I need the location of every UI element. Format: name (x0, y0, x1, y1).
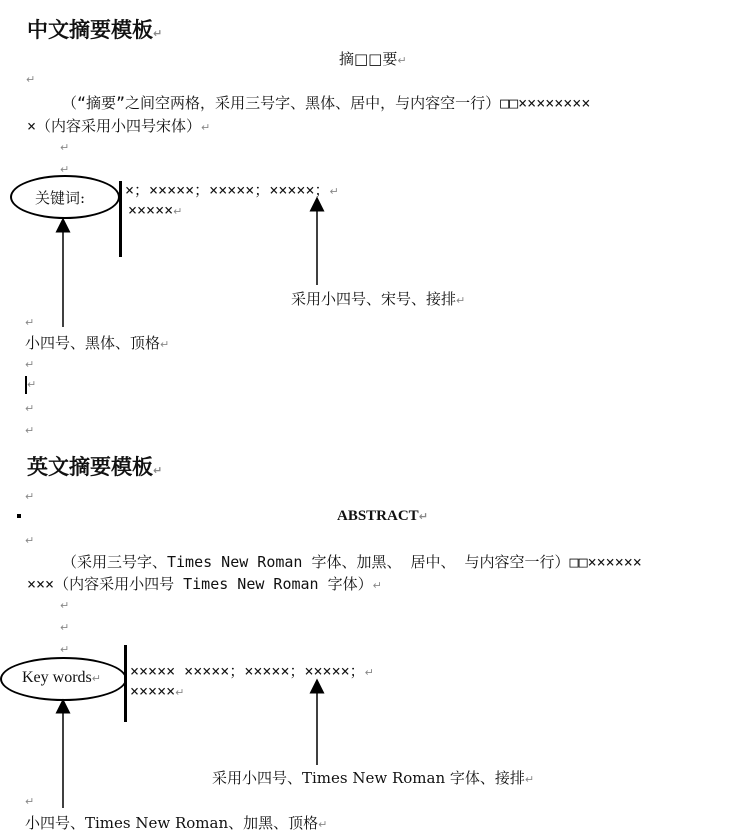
chinese-keywords-line2: ×××××↵ (128, 201, 183, 219)
paragraph-mark: ↵ (25, 490, 35, 503)
paragraph-mark: ↵ (25, 316, 35, 329)
paragraph-mark: ↵ (60, 621, 70, 634)
chinese-keywords-label: 关键词: (35, 189, 86, 207)
chinese-label-annotation: 小四号、黑体、顶格↵ (25, 334, 170, 352)
paragraph-mark: ↵ (25, 534, 35, 547)
paragraph-mark: ↵ (25, 424, 35, 437)
paragraph-mark: ↵ (60, 643, 70, 656)
english-keywords-line2: ×××××↵ (130, 682, 185, 700)
paragraph-mark: ↵ (25, 358, 35, 371)
chinese-instruction-line2: ×（内容采用小四号宋体）↵ (27, 117, 211, 135)
chinese-keywords-line1: ×；×××××；×××××；×××××；↵ (125, 181, 339, 199)
english-abstract-heading: ABSTRACT↵ (337, 508, 428, 524)
chinese-abstract-heading: 摘□□要↵ (339, 50, 407, 68)
english-keywords-line1: ××××× ×××××；×××××；×××××；↵ (130, 662, 374, 680)
paragraph-mark: ↵ (60, 599, 70, 612)
paragraph-mark: ↵ (26, 73, 36, 86)
english-label-annotation: 小四号、Times New Roman、加黑、顶格↵ (25, 814, 328, 832)
paragraph-mark: ↵ (60, 141, 70, 154)
english-instruction-line1: （采用三号字、Times New Roman 字体、加黑、 居中、 与内容空一行）□□×××××× (62, 553, 642, 571)
english-content-annotation: 采用小四号、Times New Roman 字体、接排↵ (212, 769, 535, 787)
english-section-title: 英文摘要模板↵ (27, 454, 163, 479)
chinese-section-title: 中文摘要模板↵ (27, 17, 163, 42)
paragraph-mark: ↵ (25, 795, 35, 808)
paragraph-mark: ↵ (25, 402, 35, 415)
english-instruction-line2: ×××（内容采用小四号 Times New Roman 字体）↵ (27, 575, 382, 593)
paragraph-mark: ↵ (60, 163, 70, 176)
paragraph-mark: ↵ (27, 378, 37, 391)
chinese-content-annotation: 采用小四号、宋号、接排↵ (291, 290, 466, 308)
chinese-instruction-line1: （“摘要”之间空两格，采用三号字、黑体、居中，与内容空一行）□□×××××××× (62, 94, 591, 112)
english-keywords-label: Key words↵ (22, 669, 101, 686)
